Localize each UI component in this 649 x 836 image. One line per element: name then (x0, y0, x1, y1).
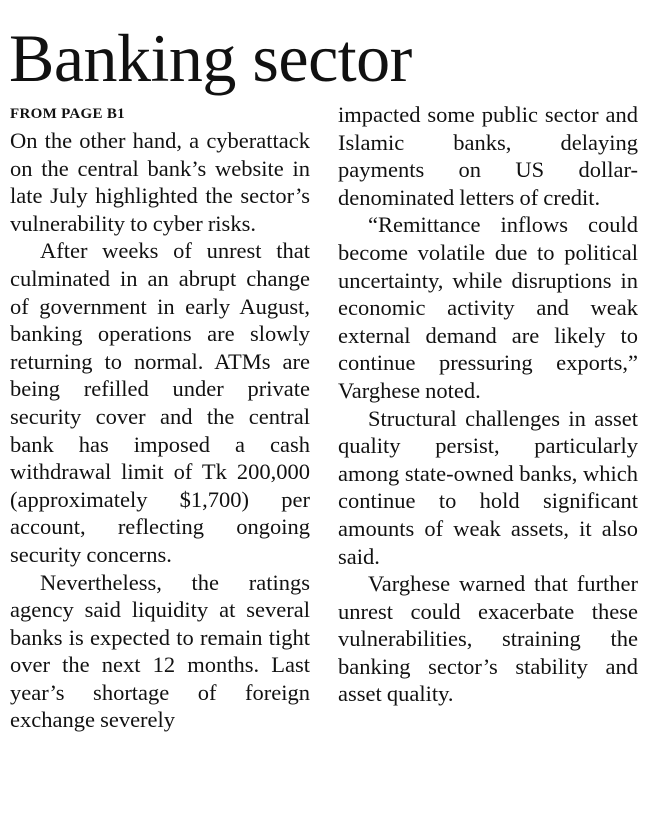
article-column-left (10, 101, 310, 734)
article-column-right (338, 101, 638, 708)
article-paragraph: “Remittance inflows could become volatile due to political uncertainty, while disruptions in economic activity and weak external demand are likely to continue pressuring exports,” Varghese noted. (338, 212, 638, 403)
article-paragraph: Nevertheless, the ratings agency said liquidity at several banks is expected to remain tight over the next 12 months. Last year’s shortage of foreign exchange severely (10, 569, 310, 733)
article-paragraph: After weeks of unrest that culminated in an abrupt change of government in early August, banking operations are slowly returning to normal. ATMs are being refilled under private security cover and the central bank has imposed a cash withdrawal limit of Tk 200,000 (approximately $1,700) per account, reflecting ongoing security concerns. (10, 238, 310, 567)
headline: Banking sector (9, 20, 412, 96)
article-paragraph: Structural challenges in asset quality persist, particularly among state-owned banks, which continue to hold significant amounts of weak assets, it also said. (338, 405, 638, 569)
article-paragraph: On the other hand, a cyberattack on the central bank’s website in late July highlighted the sector’s vulnerability to cyber risks. (10, 128, 310, 236)
article-paragraph: impacted some public sector and Islamic banks, delaying payments on US dollar-denominated letters of credit. (338, 102, 638, 210)
continued-from-label: FROM PAGE B1 (10, 106, 125, 122)
article-paragraph: Varghese warned that further unrest could exacerbate these vulnerabilities, straining the banking sector’s stability and asset quality. (338, 571, 638, 707)
